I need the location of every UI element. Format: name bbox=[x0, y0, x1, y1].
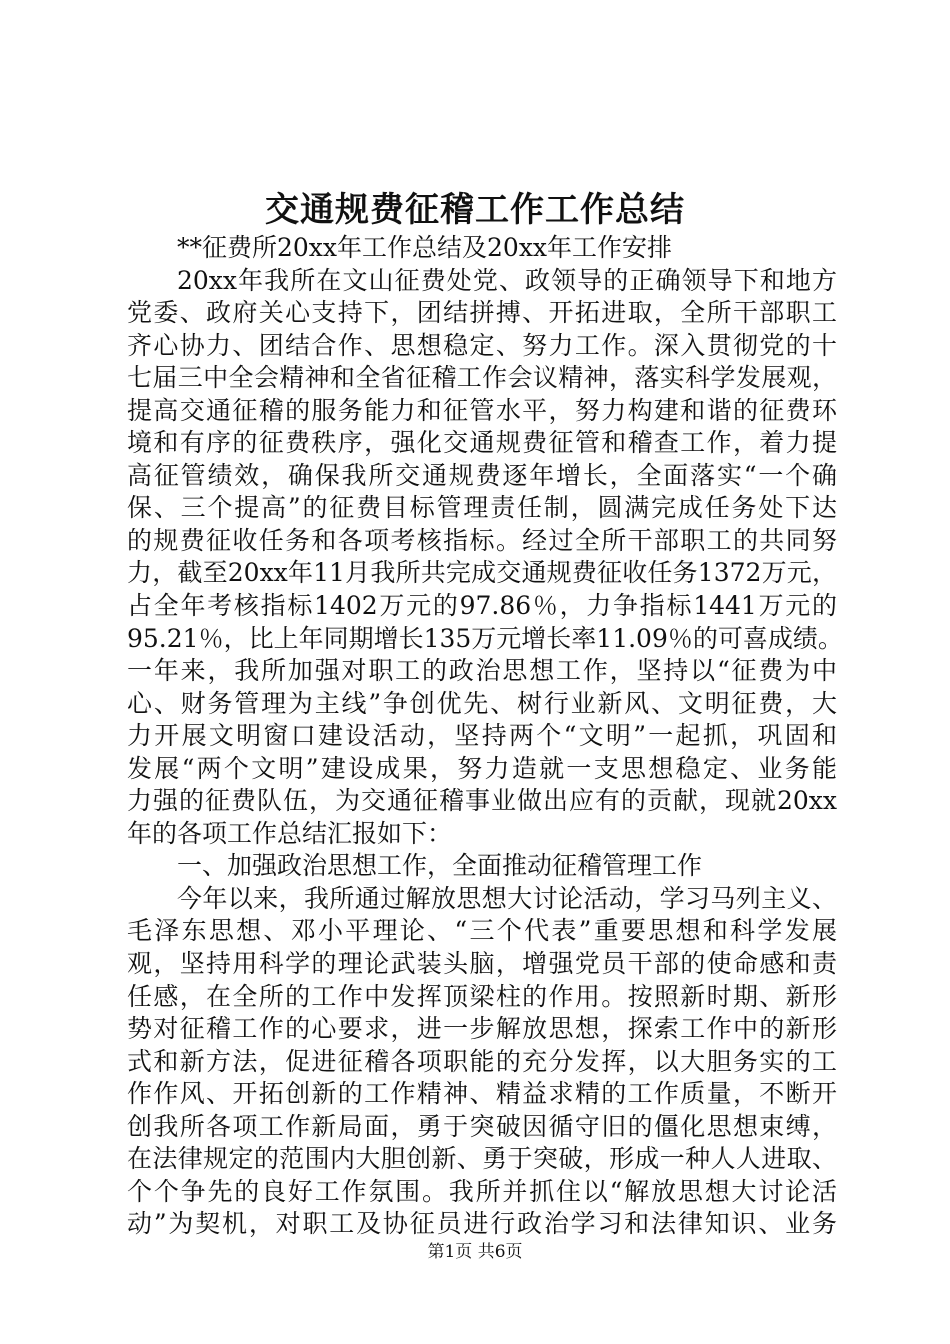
page-number: 第1页 共6页 bbox=[427, 1242, 523, 1262]
paragraph-line: 毛泽东思想、邓小平理论、“三个代表”重要思想和科学发展 bbox=[127, 916, 837, 946]
section-heading: 一、加强政治思想工作，全面推动征稽管理工作 bbox=[177, 851, 703, 881]
document-title: 交通规费征稽工作工作总结 bbox=[265, 190, 685, 230]
paragraph-line: 心、财务管理为主线”争创优先、树行业新风、文明征费，大 bbox=[127, 688, 837, 718]
paragraph-line: 力强的征费队伍，为交通征稽事业做出应有的贡献，现就20xx bbox=[127, 786, 837, 816]
paragraph-line: 齐心协力、团结合作、思想稳定、努力工作。深入贯彻党的十 bbox=[127, 330, 837, 360]
paragraph-line: 发展“两个文明”建设成果，努力造就一支思想稳定、业务能 bbox=[127, 753, 837, 783]
paragraph-line: 年的各项工作总结汇报如下： bbox=[127, 818, 453, 848]
paragraph-line: 力，截至20xx年11月我所共完成交通规费征收任务1372万元， bbox=[127, 558, 837, 588]
paragraph-line: 占全年考核指标1402万元的97.86％，力争指标1441万元的 bbox=[127, 591, 837, 621]
paragraph-line: 在法律规定的范围内大胆创新、勇于突破，形成一种人人进取、 bbox=[127, 1144, 837, 1174]
paragraph-line: 党委、政府关心支持下，团结拼搏、开拓进取，全所干部职工 bbox=[127, 298, 837, 328]
paragraph-line: 个个争先的良好工作氛围。我所并抓住以“解放思想大讨论活 bbox=[127, 1176, 837, 1206]
paragraph-line: 动”为契机，对职工及协征员进行政治学习和法律知识、业务 bbox=[127, 1209, 837, 1239]
paragraph-line: 七届三中全会精神和全省征稽工作会议精神，落实科学发展观， bbox=[127, 363, 837, 393]
paragraph-line: 一年来，我所加强对职工的政治思想工作，坚持以“征费为中 bbox=[127, 656, 837, 686]
paragraph-line: 观，坚持用科学的理论武装头脑，增强党员干部的使命感和责 bbox=[127, 949, 837, 979]
paragraph-line: 的规费征收任务和各项考核指标。经过全所干部职工的共同努 bbox=[127, 525, 837, 555]
document-body bbox=[127, 232, 843, 1241]
paragraph-line: 高征管绩效，确保我所交通规费逐年增长，全面落实“一个确 bbox=[127, 460, 837, 490]
paragraph-line: 提高交通征稽的服务能力和征管水平，努力构建和谐的征费环 bbox=[127, 395, 837, 425]
paragraph-line: 作作风、开拓创新的工作精神、精益求精的工作质量，不断开 bbox=[127, 1079, 837, 1109]
paragraph-line: 势对征稽工作的心要求，进一步解放思想，探索工作中的新形 bbox=[127, 1014, 837, 1044]
paragraph-line: 20xx年我所在文山征费处党、政领导的正确领导下和地方 bbox=[177, 265, 837, 295]
paragraph-line: 境和有序的征费秩序，强化交通规费征管和稽查工作，着力提 bbox=[127, 428, 837, 458]
paragraph-line: 力开展文明窗口建设活动，坚持两个“文明”一起抓，巩固和 bbox=[127, 721, 837, 751]
paragraph-line: 任感，在全所的工作中发挥顶梁柱的作用。按照新时期、新形 bbox=[127, 981, 837, 1011]
subtitle-line: **征费所20xx年工作总结及20xx年工作安排 bbox=[177, 233, 673, 262]
paragraph-line: 保、三个提高”的征费目标管理责任制，圆满完成任务处下达 bbox=[127, 493, 837, 523]
paragraph-line: 式和新方法，促进征稽各项职能的充分发挥，以大胆务实的工 bbox=[127, 1046, 837, 1076]
paragraph-line: 创我所各项工作新局面，勇于突破因循守旧的僵化思想束缚， bbox=[127, 1111, 837, 1141]
paragraph-line: 95.21％，比上年同期增长135万元增长率11.09％的可喜成绩。 bbox=[127, 623, 843, 653]
paragraph-line: 今年以来，我所通过解放思想大讨论活动，学习马列主义、 bbox=[177, 883, 837, 913]
